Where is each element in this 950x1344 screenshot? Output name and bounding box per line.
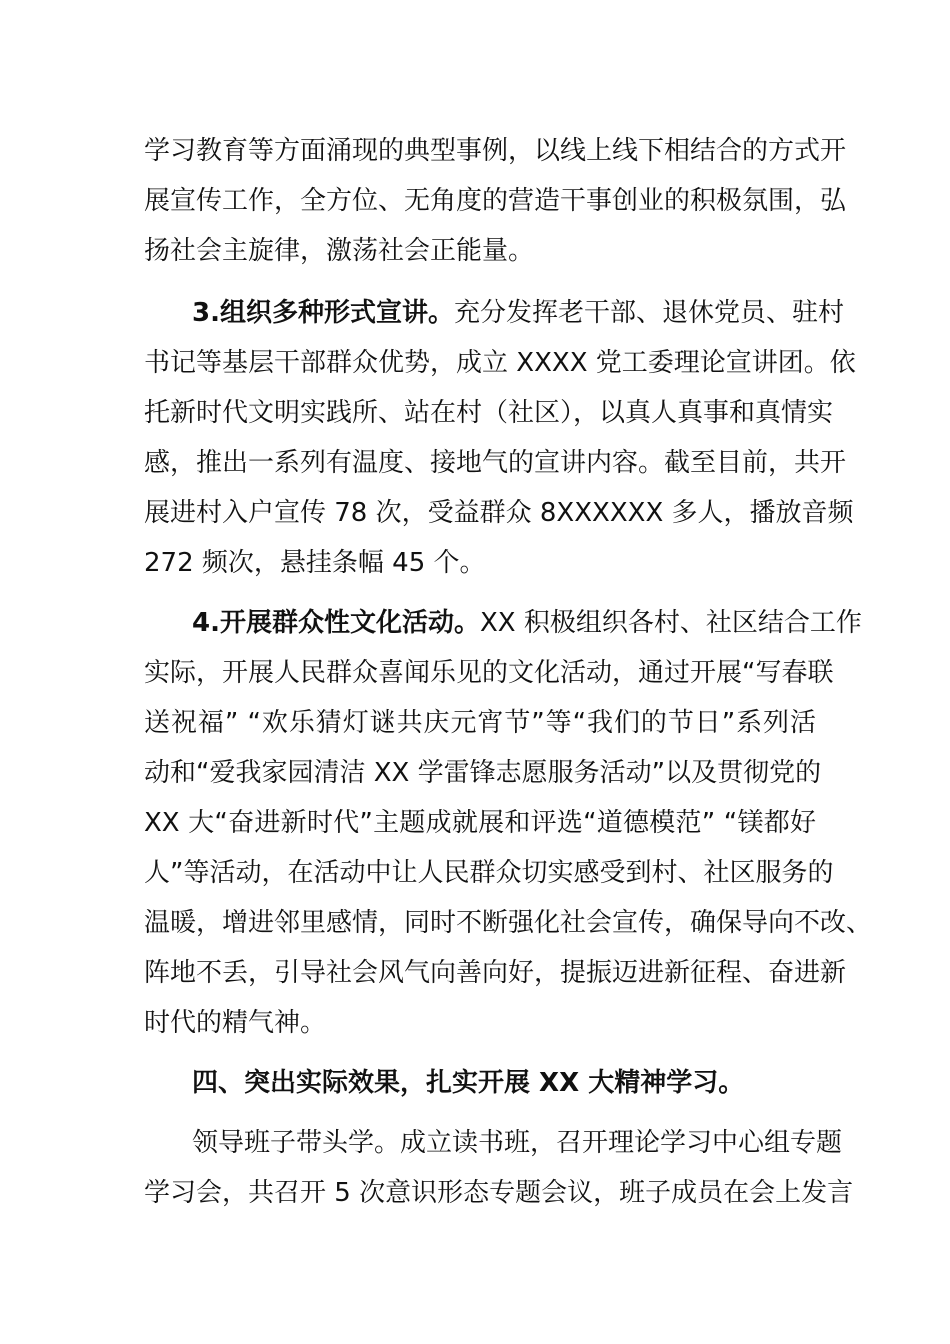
paragraph-3 — [144, 598, 873, 1048]
text-run: 充分发挥老干部、退休党员、驻村 — [453, 298, 844, 328]
text-line: 展宣传工作，全方位、无角度的营造干事创业的积极氛围，弘 — [144, 186, 847, 216]
text-line: 扬社会主旋律，激荡社会正能量。 — [144, 236, 535, 266]
text-line: 展进村入户宣传 78 次，受益群众 8XXXXXX 多人，播放音频 — [144, 498, 854, 528]
text-line: 人”等活动，在活动中让人民群众切实感受到村、社区服务的 — [144, 858, 834, 888]
text-line: 学习会，共召开 5 次意识形态专题会议，班子成员在会上发言 — [144, 1178, 854, 1208]
paragraph-2 — [144, 288, 856, 588]
text-line: 感，推出一系列有温度、接地气的宣讲内容。截至目前，共开 — [144, 448, 847, 478]
section-4-heading: 四、突出实际效果，扎实开展 XX 大精神学习。 — [192, 1068, 745, 1098]
text-line — [144, 598, 862, 648]
text-line: 时代的精气神。 — [144, 1008, 327, 1038]
text-line: 学习教育等方面涌现的典型事例，以线上线下相结合的方式开 — [144, 136, 847, 166]
text-line: 实际，开展人民群众喜闻乐见的文化活动，通过开展“写春联 — [144, 658, 834, 688]
paragraph-4 — [144, 1118, 854, 1218]
text-line: 动和“爱我家园清洁 XX 学雷锋志愿服务活动”以及贯彻党的 — [144, 758, 822, 788]
text-run: XX 积极组织各村、社区结合工作 — [479, 608, 862, 638]
text-line: 书记等基层干部群众优势，成立 XXXX 党工委理论宣讲团。依 — [144, 348, 856, 378]
text-line: 托新时代文明实践所、站在村（社区），以真人真事和真情实 — [144, 398, 834, 428]
text-line — [144, 288, 844, 338]
text-line: 送祝福” “欢乐猜灯谜共庆元宵节”等“我们的节日”系列活 — [144, 708, 816, 738]
text-line: 272 频次，悬挂条幅 45 个。 — [144, 548, 486, 578]
text-line: 领导班子带头学。成立读书班，召开理论学习中心组专题 — [192, 1128, 843, 1158]
text-line: 温暖，增进邻里感情，同时不断强化社会宣传，确保导向不改、 — [144, 908, 873, 938]
paragraph-heading: 4.开展群众性文化活动。 — [192, 608, 480, 638]
paragraph-1 — [144, 126, 847, 276]
text-line: XX 大“奋进新时代”主题成就展和评选“道德模范” “镁都好 — [144, 808, 816, 838]
paragraph-heading: 3.组织多种形式宣讲。 — [192, 298, 454, 328]
text-line: 阵地不丢，引导社会风气向善向好，提振迈进新征程、奋进新 — [144, 958, 847, 988]
section-heading — [144, 1058, 816, 1108]
